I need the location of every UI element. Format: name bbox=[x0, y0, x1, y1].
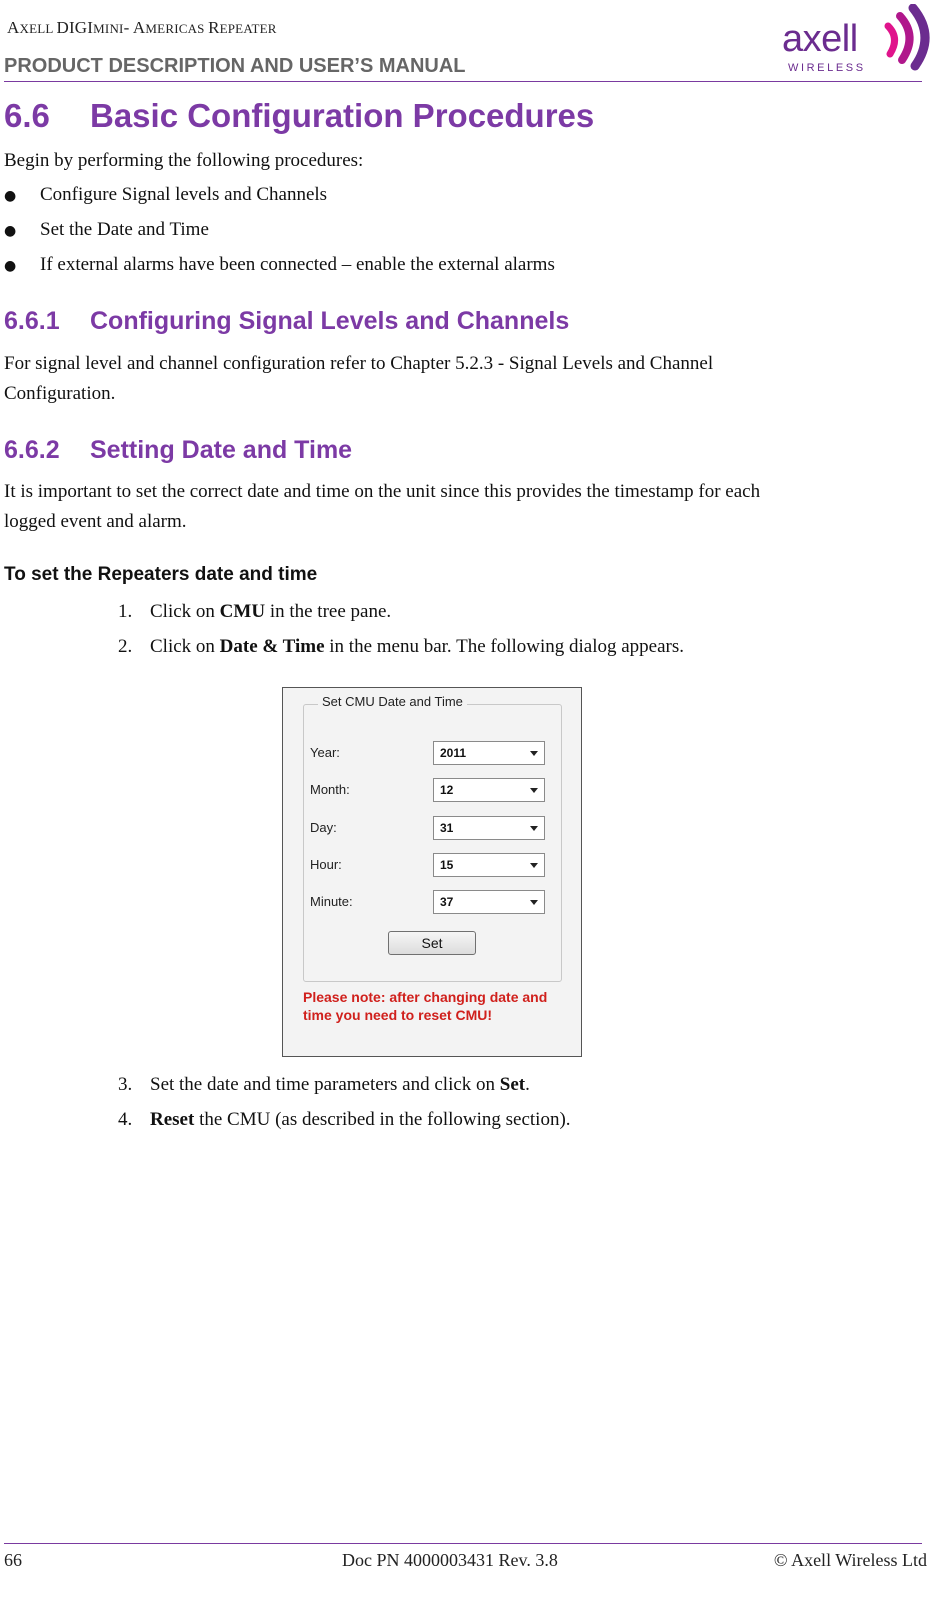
subsection-text-line: Configuration. bbox=[4, 383, 116, 404]
footer-divider bbox=[4, 1543, 922, 1544]
year-select[interactable]: 2011 bbox=[433, 741, 545, 765]
list-item: ● Set the Date and Time bbox=[4, 219, 209, 240]
date-time-group bbox=[303, 694, 562, 982]
subsection-text-line: It is important to set the correct date and time on the unit since this provides the timestamp for each bbox=[4, 481, 761, 502]
reset-warning-note: Please note: after changing date and time you need to reset CMU! bbox=[303, 989, 548, 1023]
subsection-heading-signal: 6.6.1 Configuring Signal Levels and Channels bbox=[4, 307, 570, 335]
section-heading: 6.6 Basic Configuration Procedures bbox=[4, 97, 595, 134]
step-item: 4. Reset the CMU (as described in the following section). bbox=[118, 1109, 571, 1130]
logo-wordmark: axell bbox=[782, 18, 858, 60]
day-label: Day: bbox=[310, 820, 337, 835]
running-header-title: AXELL DIGIMINI- AMERICAS REPEATER bbox=[7, 18, 277, 37]
chevron-down-icon bbox=[530, 900, 538, 905]
group-title: Set CMU Date and Time bbox=[318, 694, 467, 709]
hour-select[interactable]: 15 bbox=[433, 853, 545, 877]
month-select[interactable]: 12 bbox=[433, 778, 545, 802]
chevron-down-icon bbox=[530, 863, 538, 868]
month-label: Month: bbox=[310, 782, 350, 797]
bullet-icon: ● bbox=[4, 188, 17, 204]
procedure-heading: To set the Repeaters date and time bbox=[4, 564, 318, 585]
set-button[interactable]: Set bbox=[388, 931, 476, 955]
subsection-text-line: For signal level and channel configuration refer to Chapter 5.2.3 - Signal Levels and Channel bbox=[4, 353, 714, 374]
step-item: 2. Click on Date & Time in the menu bar. The following dialog appears. bbox=[118, 636, 685, 657]
day-select[interactable]: 31 bbox=[433, 816, 545, 840]
intro-text: Begin by performing the following procedures: bbox=[4, 150, 364, 171]
logo-subtext: WIRELESS bbox=[788, 62, 866, 74]
year-label: Year: bbox=[310, 745, 340, 760]
bullet-icon: ● bbox=[4, 258, 17, 274]
bullet-icon: ● bbox=[4, 223, 17, 239]
subsection-text-line: logged event and alarm. bbox=[4, 511, 187, 532]
step-item: 3. Set the date and time parameters and click on Set. bbox=[118, 1074, 530, 1095]
chevron-down-icon bbox=[530, 751, 538, 756]
minute-label: Minute: bbox=[310, 894, 353, 909]
step-item: 1. Click on CMU in the tree pane. bbox=[118, 601, 392, 622]
minute-select[interactable]: 37 bbox=[433, 890, 545, 914]
chevron-down-icon bbox=[530, 826, 538, 831]
doc-number: Doc PN 4000003431 Rev. 3.8 bbox=[342, 1550, 558, 1570]
hour-label: Hour: bbox=[310, 857, 342, 872]
running-header-subtitle: PRODUCT DESCRIPTION AND USER’S MANUAL bbox=[4, 55, 466, 77]
chevron-down-icon bbox=[530, 788, 538, 793]
copyright: © Axell Wireless Ltd bbox=[773, 1550, 927, 1570]
list-item: ● Configure Signal levels and Channels bbox=[4, 184, 328, 205]
header-divider bbox=[4, 81, 922, 82]
subsection-heading-datetime: 6.6.2 Setting Date and Time bbox=[4, 436, 353, 464]
list-item: ● If external alarms have been connected – enable the external alarms bbox=[4, 254, 555, 275]
page-number: 66 bbox=[4, 1550, 22, 1570]
set-cmu-date-time-dialog bbox=[282, 687, 582, 1057]
